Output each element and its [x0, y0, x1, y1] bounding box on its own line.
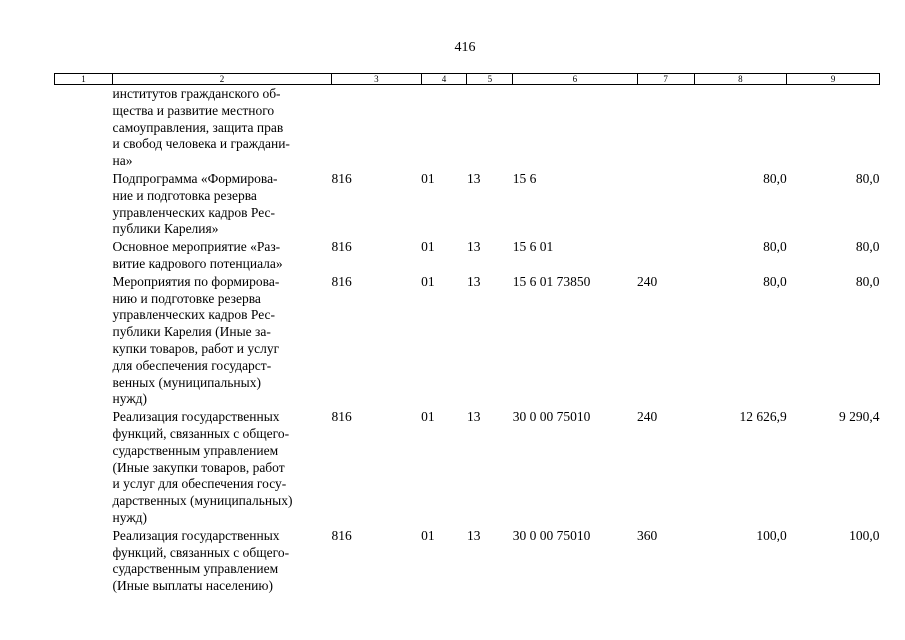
cell-grbs: 816	[331, 170, 352, 186]
cell-grbs: 816	[331, 273, 352, 289]
cell-grbs	[332, 85, 422, 170]
cell-grbs: 816	[331, 527, 352, 543]
cell-sum-year-2: 80,0	[855, 239, 880, 255]
cell-name: Реализация государственных функций, связанных с общего- сударственным управлением (Иные закупки товаров, работ и услуг для обеспечения госу- дарственных (муниципальных) нужд)	[112, 409, 293, 525]
cell-sum-year-1: 80,0	[763, 170, 787, 186]
cell-section: 01	[421, 170, 435, 186]
table-row	[55, 273, 880, 408]
cell-sum-year-1: 80,0	[763, 273, 787, 289]
column-header: 6	[513, 74, 637, 85]
cell-name: Подпрограмма «Формирова- ние и подготовка резерва управленческих кадров Рес- публики Карелия»	[112, 170, 278, 237]
cell-sum-year-1	[694, 85, 787, 170]
cell-section: 01	[421, 239, 435, 255]
cell-sum-year-1: 12 626,9	[739, 409, 787, 425]
cell-expense-type: 240	[637, 409, 658, 425]
column-header: 9	[787, 74, 880, 85]
cell-target-article: 15 6 01 73850	[512, 273, 591, 289]
cell-expense-type: 360	[637, 527, 658, 543]
table-row	[55, 85, 880, 170]
cell-sum-year-2: 80,0	[855, 170, 880, 186]
cell-section: 01	[421, 527, 435, 543]
cell-empty	[55, 170, 113, 238]
cell-subsection: 13	[466, 239, 481, 255]
cell-expense-type	[637, 85, 694, 170]
cell-section: 01	[421, 409, 435, 425]
cell-name: Реализация государственных функций, связанных с общего- сударственным управлением (Иные выплаты населению)	[112, 527, 290, 594]
column-header: 4	[421, 74, 467, 85]
cell-empty	[55, 238, 113, 273]
cell-sum-year-1: 100,0	[756, 527, 787, 543]
cell-grbs: 816	[331, 409, 352, 425]
cell-empty	[55, 408, 113, 527]
column-number-header	[55, 74, 880, 85]
cell-name: Мероприятия по формирова- нию и подготовке резерва управленческих кадров Рес- публики Карелия (Иные за- купки товаров, работ и услуг для обеспечения государст- венных (муниципальных) нужд)	[112, 273, 280, 407]
cell-subsection	[467, 85, 513, 170]
cell-sum-year-1: 80,0	[763, 239, 787, 255]
cell-target-article: 30 0 00 75010	[512, 527, 591, 543]
cell-name: институтов гражданского об- щества и развитие местного самоуправления, защита прав и свобод человека и граждани- на»	[112, 86, 290, 169]
cell-sum-year-2	[787, 85, 880, 170]
table-row	[55, 238, 880, 273]
cell-target-article	[513, 85, 637, 170]
cell-empty	[55, 273, 113, 408]
column-header: 3	[332, 74, 422, 85]
cell-subsection: 13	[466, 409, 481, 425]
cell-subsection: 13	[466, 170, 481, 186]
column-header: 7	[637, 74, 694, 85]
table-row	[55, 408, 880, 527]
cell-target-article: 15 6 01	[512, 239, 554, 255]
cell-sum-year-2: 9 290,4	[839, 409, 880, 425]
cell-section: 01	[421, 273, 435, 289]
table-body	[55, 85, 880, 595]
cell-expense-type	[637, 238, 694, 273]
cell-expense-type	[637, 170, 694, 238]
cell-subsection: 13	[466, 273, 481, 289]
column-header: 1	[55, 74, 113, 85]
cell-subsection: 13	[466, 527, 481, 543]
cell-empty	[55, 85, 113, 170]
cell-target-article: 30 0 00 75010	[512, 409, 591, 425]
cell-name: Основное мероприятие «Раз- витие кадрового потенциала»	[112, 239, 283, 271]
cell-grbs: 816	[331, 239, 352, 255]
column-header: 5	[467, 74, 513, 85]
cell-section	[421, 85, 467, 170]
table-row	[55, 170, 880, 238]
page-number: 416	[454, 40, 476, 55]
column-header: 2	[113, 74, 332, 85]
cell-sum-year-2: 80,0	[855, 273, 880, 289]
cell-target-article: 15 6	[512, 170, 537, 186]
table-row	[55, 527, 880, 595]
cell-empty	[55, 527, 113, 595]
cell-sum-year-2: 100,0	[849, 527, 880, 543]
cell-expense-type: 240	[637, 273, 658, 289]
column-header: 8	[694, 74, 787, 85]
budget-table	[54, 73, 880, 595]
